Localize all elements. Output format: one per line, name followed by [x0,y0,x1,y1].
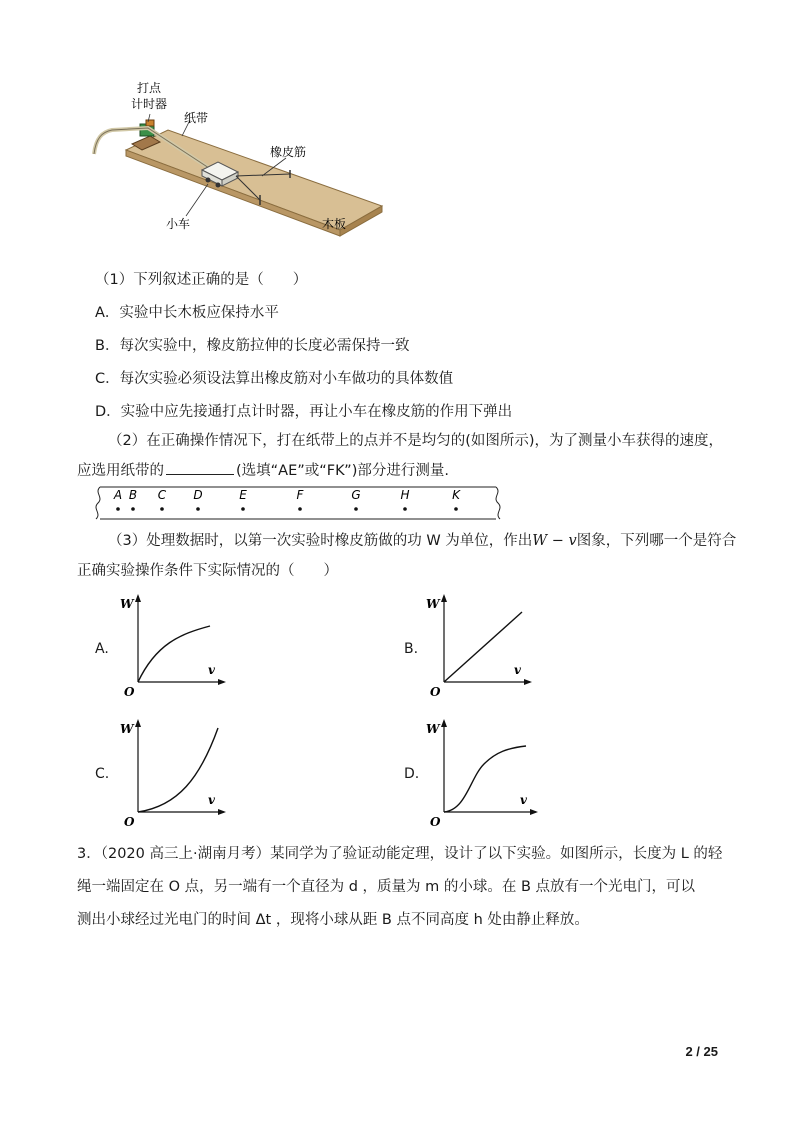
origin-label: O [430,685,441,699]
tape-point-label: G [351,488,361,502]
q2-line1: （2）在正确操作情况下，打在纸带上的点并不是均匀的(如图所示)，为了测量小车获得的速度， [108,433,724,449]
y-axis-label: W [120,597,134,611]
tape-point-dot [116,507,120,511]
paper-tape-drawing [90,483,510,523]
curve-concave [138,626,210,682]
tape-point-label: A [113,488,123,502]
tape-point-dot [454,507,458,511]
timer-label-1: 打点 [136,81,162,95]
q1-option-a: A．实验中长木板应保持水平 [95,305,279,321]
cart-label: 小车 [166,217,191,231]
tape-point-label: D [193,488,203,502]
graph-b [424,588,544,700]
apparatus-drawing [90,78,390,248]
page-number: 2 / 25 [685,1044,718,1059]
origin-label: O [124,815,135,829]
tape-point-label: K [452,488,460,502]
y-axis-label: W [120,722,134,736]
graph-c [118,713,238,830]
q1-option-b: B．每次实验中，橡皮筋拉伸的长度必需保持一致 [95,338,410,354]
x-axis-label: v [514,663,521,677]
rubber-label: 橡皮筋 [270,145,307,159]
x-axis-label: v [208,793,215,807]
x-axis-label: v [208,663,215,677]
y-axis-arrow [441,719,447,727]
q1-stem: （1）下列叙述正确的是（ ） [95,272,308,288]
y-axis-arrow [441,594,447,602]
apparatus-figure [90,78,390,248]
q2-line2 [77,460,449,481]
q1-option-d: D．实验中应先接通打点计时器，再让小车在橡皮筋的作用下弹出 [95,404,513,420]
q3-line2: 正确实验操作条件下实际情况的（ ） [77,563,338,579]
q3-line1-suffix: 图象，下列哪一个是符合 [576,533,737,549]
tape-point-label: H [400,488,410,502]
curve-linear [444,612,522,682]
origin-label: O [124,685,135,699]
tape-point-dot [403,507,407,511]
tape-point-label: E [239,488,247,502]
q3-line1-prefix: （3）处理数据时，以第一次实验时橡皮筋做的功 W 为单位，作出 [108,533,533,549]
origin-label: O [430,815,441,829]
problem3-line3: 测出小球经过光电门的时间 Δt ，现将小球从距 B 点不同高度 h 处由静止释放。 [77,912,589,928]
paper-tape-figure [90,483,510,523]
x-axis-arrow [218,809,226,815]
tape-point-dot [354,507,358,511]
problem3-line2: 绳一端固定在 O 点，另一端有一个直径为 d ，质量为 m 的小球。在 B 点放有一个光电门，可以 [77,879,696,895]
tape-point-dot [298,507,302,511]
problem3-line1: 3．（2020 高三上·湖南月考）某同学为了验证动能定理，设计了以下实验。如图所示，长度为 L 的轻 [77,846,723,862]
curve-s-curve [444,746,526,812]
x-axis-arrow [530,809,538,815]
q3-formula: W − v [532,533,577,549]
graph-a [118,588,238,700]
y-axis-label: W [426,597,440,611]
graph-d [424,713,550,830]
q2-line2-prefix: 应选用纸带的 [77,463,164,479]
x-axis-arrow [524,679,532,685]
answer-blank [166,460,234,475]
tape-point-dot [196,507,200,511]
x-axis-label: v [520,793,527,807]
y-axis-arrow [135,594,141,602]
x-axis-arrow [218,679,226,685]
y-axis-arrow [135,719,141,727]
tape-point-label: F [296,488,304,502]
graph-c-label: C. [95,766,110,782]
board-label: 木板 [322,217,347,231]
y-axis-label: W [426,722,440,736]
tape-point-dot [160,507,164,511]
q1-option-c: C．每次实验必须设法算出橡皮筋对小车做功的具体数值 [95,371,454,387]
tape-point-label: C [157,488,167,502]
graph-b-label: B. [404,641,419,657]
curve-convex [138,728,218,812]
q2-line2-suffix: (选填“AE”或“FK”)部分进行测量. [236,463,449,479]
graph-d-label: D. [404,766,420,782]
timer-label-2: 计时器 [130,97,168,111]
tape-point-dot [241,507,245,511]
q3-line1 [108,531,736,551]
graph-a-label: A. [95,641,109,657]
tape-point-label: B [128,488,138,502]
tape-point-dot [131,507,135,511]
tape-label: 纸带 [184,111,209,125]
